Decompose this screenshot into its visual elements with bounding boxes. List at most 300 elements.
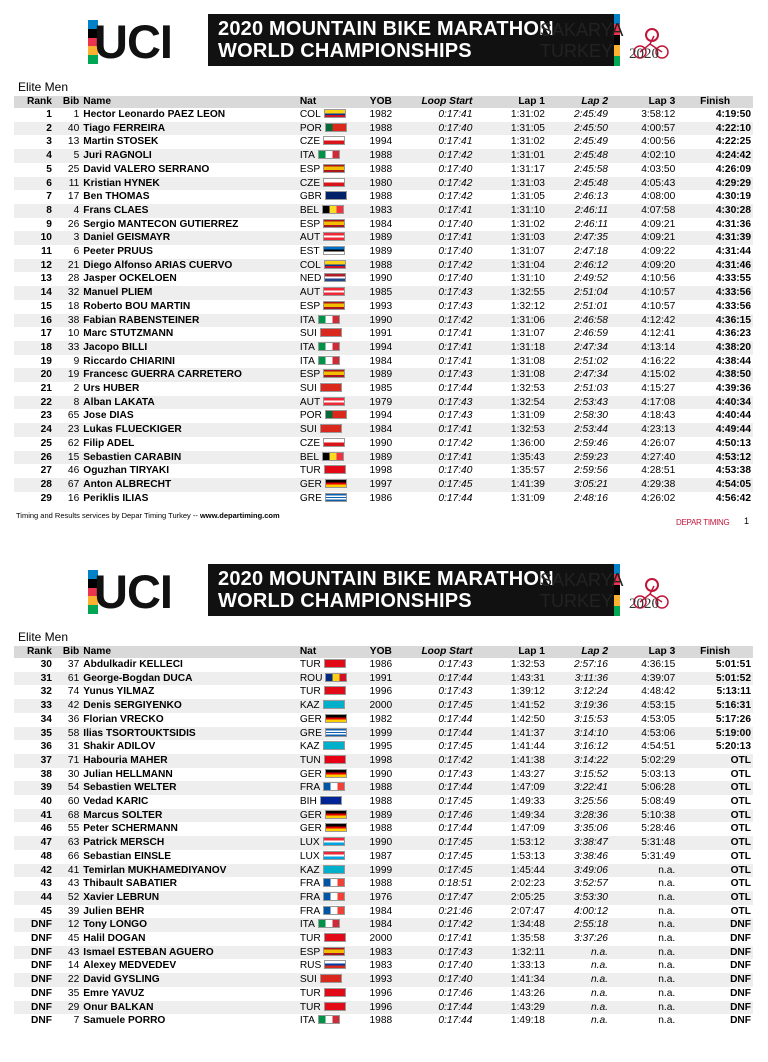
cell-yob (361, 699, 401, 713)
table-row (14, 905, 753, 919)
cell-lap1-text: 1:35:58 (510, 933, 545, 945)
cell-lap2-text: 2:59:23 (573, 451, 608, 463)
cell-lap1 (474, 932, 547, 946)
cell-lap1-text: 1:32:54 (510, 396, 545, 408)
flag-esp-icon (323, 219, 345, 228)
cell-lap2 (547, 754, 610, 768)
cell-nat-text: AUT (299, 232, 321, 244)
cell-lap3 (610, 355, 677, 369)
cell-yob-text: 1989 (369, 369, 393, 381)
cell-loop-start-text: 0:17:42 (438, 191, 473, 203)
flag-ita-icon (318, 919, 340, 928)
results-table (14, 96, 753, 505)
cell-bib (54, 314, 81, 328)
flag-ger-icon (325, 769, 347, 778)
cell-lap1 (474, 492, 547, 506)
cell-lap3-text: 4:03:50 (641, 163, 676, 175)
cell-lap1 (474, 877, 547, 891)
cell-loop-start (401, 795, 475, 809)
cell-loop-start (401, 409, 475, 423)
table-row (14, 108, 753, 122)
cell-lap1-text: 1:31:07 (510, 246, 545, 258)
cell-nat-text: AUT (299, 287, 321, 299)
cell-name (81, 314, 298, 328)
cell-rank-text: DNF (31, 919, 52, 931)
cell-lap3-text: n.a. (658, 974, 676, 986)
cell-name (81, 836, 298, 850)
cell-yob (361, 877, 401, 891)
cell-loop-start (401, 891, 475, 905)
cell-name (81, 864, 298, 878)
cell-lap1-text: 1:41:34 (510, 974, 545, 986)
cell-finish-text: 4:19:50 (715, 109, 751, 120)
cell-nat (298, 973, 361, 987)
cell-finish-text: OTL (730, 891, 751, 903)
cell-lap1 (474, 190, 547, 204)
cell-bib-text: 41 (67, 864, 80, 876)
table-row (14, 163, 753, 177)
cell-lap2 (547, 822, 610, 836)
table-row (14, 245, 753, 259)
cell-loop-start-text: 0:17:41 (438, 232, 473, 244)
cell-finish-text: OTL (730, 837, 751, 849)
cell-lap2 (547, 382, 610, 396)
table-row (14, 368, 753, 382)
cell-lap1 (474, 754, 547, 768)
flag-ger-icon (325, 714, 347, 723)
cell-loop-start-text: 0:17:44 (438, 672, 473, 684)
cell-yob (361, 959, 401, 973)
cell-lap2-text: 3:25:56 (573, 796, 608, 808)
cell-rank-text: 26 (40, 451, 52, 463)
cell-nat (298, 685, 361, 699)
cell-finish-text: 5:20:13 (715, 741, 751, 753)
cell-bib-text: 65 (67, 410, 80, 422)
cell-bib-text: 16 (67, 492, 80, 504)
cell-nat (298, 122, 361, 136)
table-row (14, 987, 753, 1001)
cell-nat (298, 135, 361, 149)
cell-lap2 (547, 932, 610, 946)
flag-por-icon (325, 410, 347, 419)
table-row (14, 149, 753, 163)
cell-bib-text: 8 (73, 396, 80, 408)
cell-nat-text: ESP (299, 218, 321, 230)
cell-nat (298, 1014, 361, 1028)
cell-lap1-text: 2:07:47 (510, 905, 545, 917)
cell-lap1-text: 1:31:02 (510, 218, 545, 230)
cell-bib (54, 699, 81, 713)
cell-yob-text: 1980 (369, 177, 393, 189)
flag-ita-icon (318, 356, 340, 365)
cell-loop-start-text: 0:17:43 (438, 396, 473, 408)
cell-loop-start-text: 0:17:46 (438, 809, 473, 821)
cell-lap3-text: n.a. (658, 1001, 676, 1013)
cell-lap2 (547, 300, 610, 314)
cell-lap2 (547, 877, 610, 891)
cell-lap1-text: 1:47:09 (510, 782, 545, 794)
cell-finish-text: 4:38:50 (715, 369, 751, 381)
cell-lap1 (474, 987, 547, 1001)
cell-rank-text: DNF (31, 946, 52, 958)
cell-rank-text: 1 (46, 109, 52, 120)
results-table-body (14, 658, 753, 1028)
cell-nat (298, 727, 361, 741)
cell-bib-text: 18 (67, 300, 80, 312)
cell-nat-text: TUR (299, 933, 321, 945)
cell-nat-text: FRA (299, 782, 321, 794)
cell-name-text: Onur BALKAN (83, 1001, 154, 1013)
cell-lap1 (474, 740, 547, 754)
cell-nat (298, 396, 361, 410)
cell-finish (677, 218, 753, 232)
cell-nat (298, 740, 361, 754)
cell-finish (677, 423, 753, 437)
cell-lap1-text: 1:31:05 (510, 191, 545, 203)
host-location (540, 20, 623, 62)
cell-yob (361, 713, 401, 727)
cell-lap3-text: 4:17:08 (641, 396, 676, 408)
cell-name (81, 713, 298, 727)
cell-lap3-text: n.a. (658, 919, 676, 931)
cell-yob-text: 1990 (369, 273, 393, 285)
cell-finish-text: 4:39:36 (715, 383, 751, 395)
cell-name-text: Julian HELLMANN (83, 768, 173, 780)
cell-name (81, 451, 298, 465)
cell-name (81, 727, 298, 741)
cell-finish-text: 5:01:51 (715, 659, 751, 670)
cell-lap3 (610, 768, 677, 782)
cell-name (81, 959, 298, 973)
flag-est-icon (323, 246, 345, 255)
cell-name (81, 396, 298, 410)
cell-lap3-text: n.a. (658, 946, 676, 958)
cell-loop-start-text: 0:17:44 (438, 823, 473, 835)
cell-finish-text: 4:53:12 (715, 451, 751, 463)
cell-nat (298, 905, 361, 919)
category-label: Elite Men (18, 630, 69, 644)
cell-lap3 (610, 327, 677, 341)
cell-lap2-text: 3:52:57 (573, 878, 608, 890)
cell-lap1 (474, 973, 547, 987)
cell-lap1-text: 1:31:03 (510, 177, 545, 189)
table-row (14, 355, 753, 369)
cell-bib-text: 11 (68, 177, 80, 189)
cell-name (81, 122, 298, 136)
cell-lap2 (547, 672, 610, 686)
cell-loop-start (401, 864, 475, 878)
cell-name-text: Tony LONGO (83, 919, 148, 931)
cell-bib-text: 6 (73, 246, 80, 258)
cell-finish-text: DNF (730, 974, 751, 986)
table-row (14, 740, 753, 754)
cell-lap1-text: 1:31:10 (510, 273, 545, 285)
flag-fra-icon (323, 878, 345, 887)
cell-loop-start (401, 122, 475, 136)
cell-lap3-text: 4:36:15 (641, 659, 676, 670)
event-title-line1: 2020 MOUNTAIN BIKE MARATHON (218, 568, 554, 590)
cell-rank-text: 35 (40, 727, 52, 739)
cell-loop-start (401, 781, 475, 795)
cell-rank (14, 781, 54, 795)
cell-yob (361, 259, 401, 273)
cell-lap2-text: 2:47:35 (573, 232, 608, 244)
cell-name (81, 327, 298, 341)
table-row (14, 781, 753, 795)
cell-lap3-text: 4:26:07 (641, 437, 676, 449)
col-header-nat: Nat (298, 96, 361, 108)
cell-lap2 (547, 864, 610, 878)
cell-bib-text: 7 (73, 1015, 80, 1027)
cell-loop-start (401, 932, 475, 946)
cell-nat-text: GER (299, 713, 322, 725)
cell-bib-text: 58 (67, 727, 80, 739)
cell-lap2 (547, 685, 610, 699)
cell-nat (298, 987, 361, 1001)
cell-lap3-text: 4:28:51 (641, 465, 676, 477)
cell-name (81, 822, 298, 836)
cell-loop-start (401, 877, 475, 891)
cell-lap2 (547, 177, 610, 191)
cell-rank (14, 218, 54, 232)
cell-name-text: Florian VRECKO (83, 713, 164, 725)
cell-yob-text: 1988 (369, 150, 393, 162)
cell-rank (14, 864, 54, 878)
cell-finish (677, 135, 753, 149)
cell-lap3 (610, 713, 677, 727)
cell-nat (298, 382, 361, 396)
flag-kaz-icon (323, 741, 345, 750)
cell-rank-text: 40 (40, 796, 52, 808)
cell-nat-text: KAZ (299, 700, 320, 712)
cell-name (81, 877, 298, 891)
cell-bib-text: 5 (73, 150, 80, 162)
cell-loop-start (401, 300, 475, 314)
cell-yob-text: 1988 (369, 122, 393, 134)
cell-rank-text: 44 (40, 891, 52, 903)
cell-nat (298, 932, 361, 946)
cell-finish-text: 4:30:19 (715, 191, 751, 203)
cell-lap2 (547, 451, 610, 465)
cell-loop-start-text: 0:17:43 (438, 369, 473, 381)
cell-finish-text: 5:01:52 (715, 672, 751, 684)
cell-lap3-text: 5:08:49 (641, 796, 676, 808)
cell-lap3 (610, 822, 677, 836)
cell-rank (14, 204, 54, 218)
flag-ita-icon (318, 342, 340, 351)
cell-yob (361, 987, 401, 1001)
cell-name-text: Ilias TSORTOUKTSIDIS (83, 727, 196, 739)
cell-nat-text: FRA (299, 878, 321, 890)
cell-yob-text: 2000 (369, 933, 393, 945)
credit-text: Timing and Results services by Depar Timing Turkey -- (16, 511, 200, 520)
cell-lap3-text: 4:48:42 (641, 686, 676, 698)
cell-bib-text: 3 (73, 232, 80, 244)
cell-loop-start-text: 0:17:40 (438, 122, 473, 134)
cell-lap1 (474, 672, 547, 686)
cell-finish (677, 108, 753, 122)
cell-loop-start (401, 685, 475, 699)
cell-finish-text: OTL (730, 754, 751, 766)
cell-loop-start (401, 396, 475, 410)
cell-nat (298, 809, 361, 823)
cell-rank-text: 46 (40, 823, 52, 835)
cell-lap1-text: 1:31:02 (510, 109, 545, 120)
cell-bib-text: 63 (67, 837, 80, 849)
cell-loop-start-text: 0:17:41 (438, 109, 473, 120)
cell-lap2 (547, 286, 610, 300)
cell-rank (14, 973, 54, 987)
cell-yob-text: 1991 (369, 328, 393, 340)
cell-yob (361, 850, 401, 864)
cell-rank-text: 30 (40, 659, 52, 670)
table-row (14, 231, 753, 245)
cell-name (81, 672, 298, 686)
cell-nat-text: EST (299, 246, 320, 258)
cell-name (81, 300, 298, 314)
cell-yob-text: 1984 (369, 919, 393, 931)
cell-lap2 (547, 959, 610, 973)
cell-lap2 (547, 218, 610, 232)
cell-bib (54, 423, 81, 437)
flag-tun-icon (324, 755, 346, 764)
cell-lap1 (474, 850, 547, 864)
cell-lap3 (610, 245, 677, 259)
cell-nat-text: SUI (299, 383, 317, 395)
cell-yob-text: 1986 (369, 659, 393, 670)
cell-finish-text: OTL (730, 905, 751, 917)
cell-lap2 (547, 245, 610, 259)
cell-finish (677, 685, 753, 699)
cell-lap3 (610, 932, 677, 946)
cell-finish (677, 396, 753, 410)
cell-name-text: Oguzhan TIRYAKI (83, 465, 170, 477)
cell-nat-text: RUS (299, 960, 322, 972)
cell-yob (361, 409, 401, 423)
cell-yob (361, 836, 401, 850)
cell-name-text: Diego Alfonso ARIAS CUERVO (83, 259, 233, 271)
cell-lap1 (474, 781, 547, 795)
cell-name (81, 850, 298, 864)
cell-rank-text: DNF (31, 960, 52, 972)
cell-lap2-text: 2:46:12 (573, 259, 608, 271)
cell-lap2 (547, 699, 610, 713)
cell-finish (677, 768, 753, 782)
cell-lap3-text: 4:53:05 (641, 713, 676, 725)
cell-yob (361, 946, 401, 960)
cell-lap2 (547, 341, 610, 355)
cell-lap2 (547, 423, 610, 437)
cell-finish-text: 4:31:36 (715, 218, 751, 230)
cell-bib (54, 973, 81, 987)
cell-lap2-text: n.a. (590, 987, 608, 999)
cell-yob-text: 1985 (369, 383, 393, 395)
cell-nat (298, 190, 361, 204)
cell-name-text: Denis SERGIYENKO (83, 700, 182, 712)
cell-lap2-text: 2:45:49 (573, 136, 608, 148)
cell-lap2-text: 2:46:13 (573, 191, 608, 203)
cell-lap2-text: 2:51:01 (573, 300, 608, 312)
cell-lap2 (547, 987, 610, 1001)
flag-col-icon (324, 109, 346, 118)
sakarya-2020-logo-icon (626, 22, 674, 62)
cell-loop-start-text: 0:17:43 (438, 768, 473, 780)
cell-lap2 (547, 355, 610, 369)
cell-rank (14, 492, 54, 506)
cell-lap3-text: 4:12:41 (641, 328, 676, 340)
cell-lap3-text: 4:39:07 (641, 672, 676, 684)
cell-rank-text: 32 (40, 686, 52, 698)
cell-yob (361, 740, 401, 754)
cell-lap3 (610, 218, 677, 232)
cell-bib (54, 409, 81, 423)
cell-finish-text: 4:49:44 (715, 424, 751, 436)
cell-finish-text: DNF (730, 946, 751, 958)
cell-bib (54, 713, 81, 727)
cell-loop-start-text: 0:17:42 (438, 754, 473, 766)
cell-lap3 (610, 658, 677, 672)
cell-name (81, 781, 298, 795)
cell-finish (677, 368, 753, 382)
cell-finish-text: OTL (730, 864, 751, 876)
cell-yob (361, 891, 401, 905)
cell-nat (298, 836, 361, 850)
cell-name-text: Frans CLAES (83, 204, 149, 216)
cell-lap3-text: 4:12:42 (641, 314, 676, 326)
table-row (14, 891, 753, 905)
cell-loop-start-text: 0:17:40 (438, 246, 473, 258)
cell-name-text: Yunus YILMAZ (83, 686, 155, 698)
cell-name-text: Alexey MEDVEDEV (83, 960, 177, 972)
cell-yob-text: 1988 (369, 191, 393, 203)
cell-lap2 (547, 658, 610, 672)
cell-finish (677, 946, 753, 960)
cell-name-text: Abdulkadir KELLECI (83, 659, 183, 670)
cell-lap2 (547, 781, 610, 795)
cell-lap3-text: 4:09:22 (641, 246, 676, 258)
cell-rank-text: 9 (46, 218, 52, 230)
cell-lap1-text: 1:32:12 (510, 300, 545, 312)
cell-yob (361, 300, 401, 314)
cell-bib (54, 368, 81, 382)
cell-bib-text: 19 (67, 369, 80, 381)
cell-bib (54, 135, 81, 149)
flag-tur-icon (324, 465, 346, 474)
cell-rank (14, 713, 54, 727)
cell-bib-text: 55 (67, 823, 80, 835)
cell-yob-text: 1986 (369, 492, 393, 504)
cell-nat (298, 204, 361, 218)
cell-lap3-text: n.a. (658, 933, 676, 945)
flag-col-icon (324, 260, 346, 269)
cell-lap1-text: 1:31:09 (510, 492, 545, 504)
cell-yob-text: 1988 (369, 782, 393, 794)
cell-lap1 (474, 286, 547, 300)
flag-lux-icon (323, 851, 345, 860)
cell-yob (361, 1014, 401, 1028)
cell-lap2-text: 2:58:30 (573, 410, 608, 422)
cell-lap1 (474, 451, 547, 465)
cell-yob-text: 1990 (369, 437, 393, 449)
table-row (14, 341, 753, 355)
cell-yob-text: 1979 (369, 396, 393, 408)
cell-bib-text: 25 (67, 163, 80, 175)
cell-rank-text: 38 (40, 768, 52, 780)
cell-yob (361, 231, 401, 245)
cell-rank (14, 1001, 54, 1015)
cell-loop-start (401, 108, 475, 122)
cell-name (81, 135, 298, 149)
